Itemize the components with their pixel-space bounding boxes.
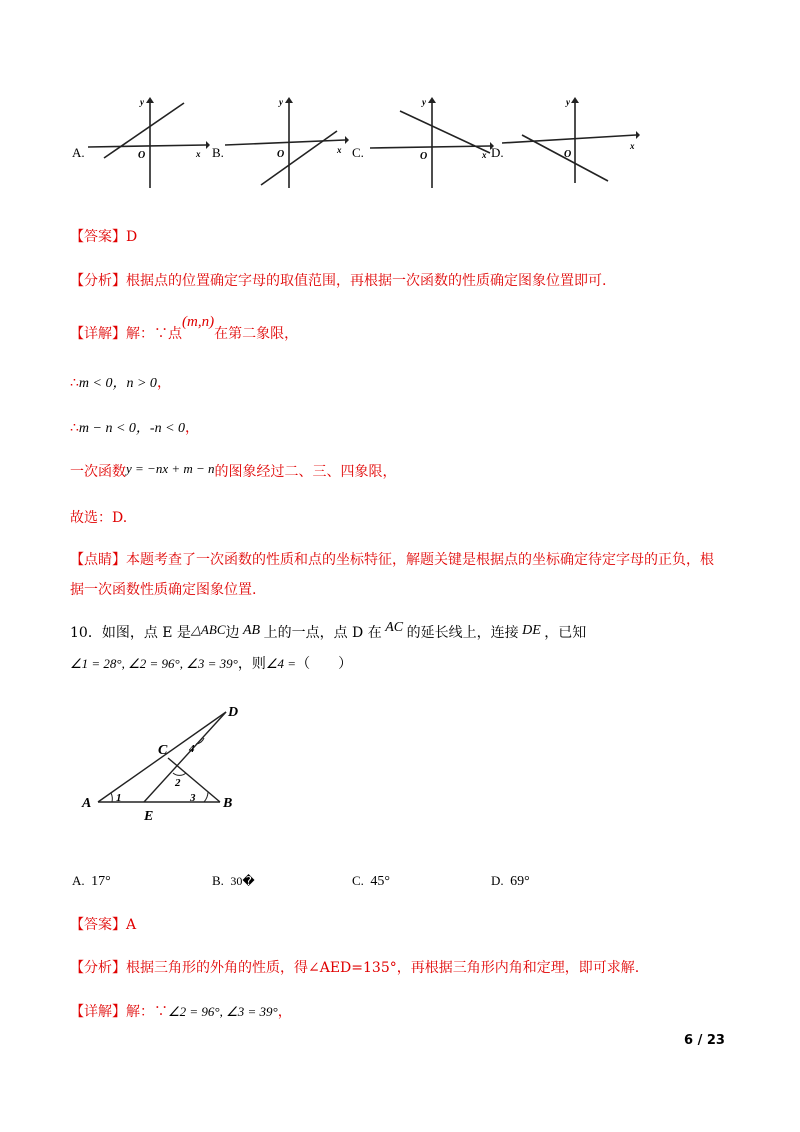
q10-stem2-b: ，则: [237, 656, 266, 672]
option-label: C.: [352, 873, 364, 888]
segment-ab: AB: [243, 623, 261, 638]
q9-detail-suffix: 在第二象限，: [214, 326, 299, 342]
q10-option-c: [352, 873, 390, 890]
graph-option-b: [225, 95, 350, 194]
graph-option-c: [370, 95, 495, 194]
q10-stem-a: 10．如图，点 E 是: [70, 625, 191, 641]
q10-stem-e: ，已知: [544, 625, 587, 641]
q10-stem-d: 的延长线上，连接: [406, 625, 519, 641]
q9-line3: [70, 462, 397, 482]
q10-detail-math: ∠2 = 96°, ∠3 = 39°: [168, 1004, 278, 1019]
angle-1-label: 1: [116, 792, 122, 804]
angle-2-label: 2: [175, 777, 181, 789]
q9-choose: 故选：D.: [70, 510, 128, 526]
option-d-label: D.: [491, 145, 504, 160]
point-b-label: B: [223, 796, 233, 811]
q9-detail-prefix: 【详解】解：∵点: [70, 326, 182, 342]
origin-label: O: [420, 151, 428, 162]
option-b-label: B.: [212, 145, 224, 160]
q10-stem-c: 上的一点，点 D 在: [263, 625, 382, 641]
q10-option-d: [491, 873, 530, 890]
q9-answer: 【答案】D: [70, 229, 138, 245]
q10-option-a: [72, 873, 111, 890]
triangle-abc: △ABC: [190, 622, 226, 637]
q10-angle4: ∠4 =: [265, 656, 297, 671]
q10-paren: （ ）: [296, 656, 353, 672]
q9-line2: [70, 418, 199, 439]
origin-label: O: [564, 149, 572, 160]
option-value: 45°: [370, 874, 391, 889]
x-axis-label: x: [196, 149, 201, 159]
therefore-symbol: ∴: [70, 375, 79, 391]
option-value: 30�: [230, 874, 255, 888]
y-axis-label: y: [140, 97, 144, 107]
point-d-label: D: [228, 705, 239, 720]
y-axis-label: y: [279, 97, 283, 107]
q9-line1-end: ，: [156, 375, 171, 391]
q9-line1: [70, 373, 171, 394]
q10-stem-line2: [70, 654, 352, 674]
y-axis-label: y: [422, 97, 426, 107]
q9-line3-prefix: 一次函数: [70, 464, 126, 480]
q10-detail: [70, 1002, 292, 1022]
point-c-label: C: [158, 743, 168, 758]
graph-option-d: [502, 95, 642, 194]
point-a-label: A: [82, 796, 92, 811]
q9-line3-math: y = −nx + m − n: [126, 461, 215, 476]
point-e-label: E: [144, 809, 154, 824]
x-axis-label: x: [337, 145, 342, 155]
option-value: 69°: [510, 874, 530, 889]
q10-given-angles: ∠1 = 28°, ∠2 = 96°, ∠3 = 39°: [70, 656, 238, 671]
q10-analysis: 【分析】根据三角形的外角的性质，得∠AED=135°，再根据三角形内角和定理，即可求解.: [70, 960, 640, 976]
q10-stem-line1: [70, 620, 587, 644]
origin-label: O: [138, 150, 146, 161]
q10-detail-prefix: 【详解】解：∵: [70, 1004, 168, 1020]
option-label: B.: [212, 873, 224, 888]
q9-detail-point: (m,n): [182, 314, 215, 330]
graph-option-a: [88, 95, 210, 194]
segment-de: DE: [522, 623, 541, 638]
q10-detail-end: ，: [277, 1004, 292, 1020]
option-a-label: A.: [72, 145, 85, 160]
angle-3-label: 3: [190, 792, 196, 804]
option-c-label: C.: [352, 145, 364, 160]
q9-line1-math: m < 0，n > 0: [78, 376, 157, 391]
q9-comment-line2: 据一次函数性质确定图象位置.: [70, 582, 257, 598]
option-label: A.: [72, 873, 85, 888]
q10-triangle-figure: [78, 700, 258, 829]
q9-line3-suffix: 的图象经过二、三、四象限，: [214, 464, 397, 480]
q9-line2-math: m − n < 0，-n < 0: [78, 421, 186, 436]
page-number: 6 / 23: [684, 1033, 725, 1048]
x-axis-label: x: [630, 141, 635, 151]
q9-analysis: 【分析】根据点的位置确定字母的取值范围，再根据一次函数的性质确定图象位置即可.: [70, 273, 607, 289]
q10-answer: 【答案】A: [70, 917, 137, 933]
y-axis-label: y: [566, 97, 570, 107]
q9-line2-end: ，: [185, 420, 200, 436]
angle-4-label: 4: [189, 743, 195, 755]
option-value: 17°: [91, 874, 111, 889]
therefore-symbol: ∴: [70, 420, 79, 436]
option-label: D.: [491, 873, 504, 888]
origin-label: O: [277, 149, 285, 160]
q9-comment-line1: 【点睛】本题考查了一次函数的性质和点的坐标特征，解题关键是根据点的坐标确定待定字母的正负，根: [70, 552, 714, 568]
segment-ac: AC: [385, 620, 404, 635]
q10-stem-b: 边: [225, 625, 240, 641]
x-axis-label: x: [482, 150, 487, 160]
q9-detail: [70, 314, 299, 344]
q10-option-b: [212, 873, 255, 889]
